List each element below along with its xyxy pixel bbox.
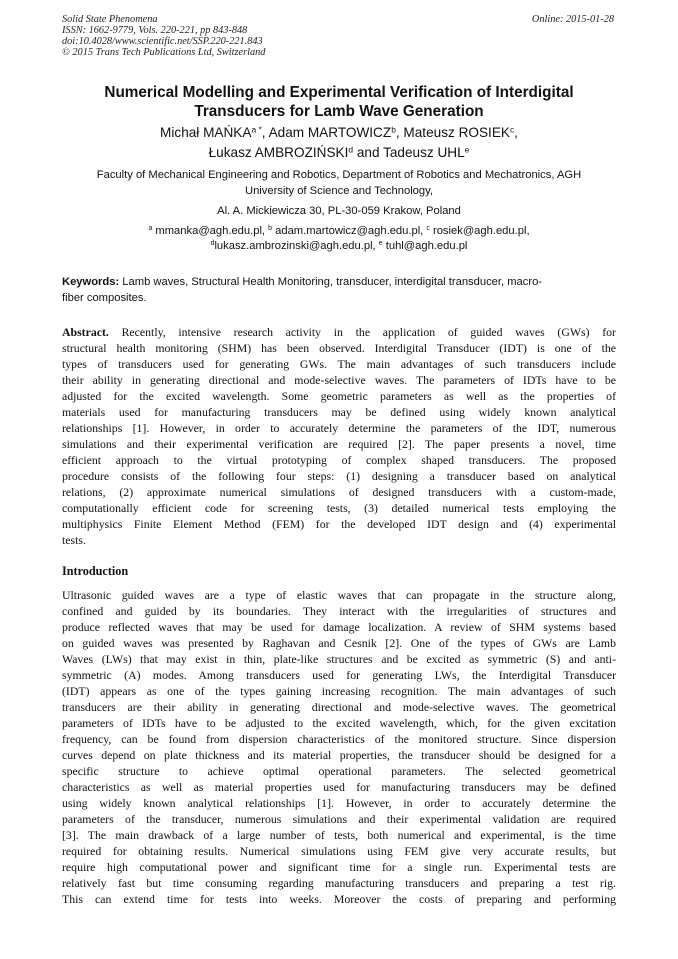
email-link[interactable]: mmanka@agh.edu.pl, — [152, 225, 269, 237]
text-line: procedure consists of the following four steps: (1) designing a transducer based on analytical — [62, 469, 616, 483]
text-line: simulations and their experimental verification are required [2]. The paper presents a novel, time — [62, 437, 616, 451]
author-mark: c — [509, 124, 515, 135]
text-line: tests. — [62, 533, 86, 547]
author-name: Łukasz AMBROZIŃSKI — [208, 145, 349, 160]
online-date: Online: 2015-01-28 — [531, 14, 614, 25]
abstract-line — [62, 324, 616, 340]
keywords-line: fiber composites. — [62, 292, 147, 304]
section-heading-introduction: Introduction — [62, 564, 129, 578]
author-line — [62, 123, 616, 143]
email-mark: e — [378, 240, 383, 248]
author-line — [62, 143, 616, 163]
text-line: parameters of the transducer, numerous simulations and their experimental validation are required — [62, 812, 616, 826]
email-mark: c — [426, 225, 430, 233]
text-line: symmetric (A) modes. Among transducers used for generating LWs, the Interdigital Transducer — [62, 668, 616, 682]
text-line: require high computational power and significant time for a single run. Experimental tests are — [62, 860, 616, 874]
email-list — [62, 224, 616, 254]
author-mark: d — [348, 144, 354, 155]
keywords-label: Keywords: — [62, 276, 120, 288]
title-line: Transducers for Lamb Wave Generation — [194, 103, 484, 120]
text-line: (IDT) appears as one of the types gaining increasing recognition. The main advantages of such — [62, 684, 616, 698]
email-line — [62, 224, 616, 239]
text-line: Ultrasonic guided waves are a type of elastic waves that can propagate in the structure along, — [62, 588, 616, 602]
text-line: frequency, can be found from dispersion characteristics of the monitored structure. Since dispersion — [62, 732, 616, 746]
title-line: Numerical Modelling and Experimental Verification of Interdigital — [104, 84, 574, 101]
text-line: relatively fast but time consuming regarding manufacturing transducers and preparing a test rig. — [62, 876, 616, 890]
author-sep: , — [514, 125, 518, 140]
text-line: confined and guided by its boundaries. They interact with the irregularities of structures and — [62, 604, 616, 618]
affiliation-line: University of Science and Technology, — [244, 185, 433, 197]
text-line: materials used for manufacturing transducers may be defined using widely known analytical — [62, 405, 616, 419]
text-line: Waves (LWs) that may exist in thin, plate-like structures and be excited as symmetric (S) and anti- — [62, 652, 616, 666]
affiliation — [62, 167, 616, 199]
text-line: their ability in generating directional and mode-selective waves. The parameters of IDTs have to be — [62, 373, 616, 387]
author-list — [62, 123, 616, 163]
text-line: using widely known analytical relationships [1]. However, in order to accurately determine the — [62, 796, 616, 810]
journal-name: Solid State Phenomena — [62, 14, 158, 25]
text-line: curves depend on plate thickness and its material properties, the transducer should be designed for a — [62, 748, 616, 762]
text-line: adjusted for the excited wavelength. Some geometric parameters as well as the properties of — [62, 389, 616, 403]
keywords-text: Lamb waves, Structural Health Monitoring, transducer, interdigital transducer, macro- — [119, 276, 543, 288]
journal-copyright: © 2015 Trans Tech Publications Ltd, Switzerland — [62, 47, 266, 58]
keywords-line — [62, 274, 616, 290]
author-mark: e — [464, 144, 470, 155]
text-line: transducers are their ability in generating directional and mode-selective waves. The geometrical — [62, 700, 616, 714]
author-name: Michał MAŃKA — [160, 125, 252, 140]
text-line: multiphysics Finite Element Method (FEM) for the developed IDT design and (4) experimental — [62, 517, 616, 531]
affiliation-line: Faculty of Mechanical Engineering and Robotics, Department of Robotics and Mechatronics, AGH — [96, 169, 582, 181]
abstract-text: Recently, intensive research activity in the application of guided waves (GWs) for — [108, 325, 616, 339]
email-line — [62, 239, 616, 254]
abstract-section — [62, 324, 616, 548]
abstract-label: Abstract. — [62, 325, 109, 339]
paper-title — [62, 83, 616, 121]
author-mark: b — [391, 124, 396, 135]
text-line: parameters of IDTs have to be adjusted to the excited wavelength, which, for the given excitation — [62, 716, 616, 730]
text-line: relationships [1]. However, in order to accurately determine the parameters of the IDT, numerous — [62, 421, 616, 435]
text-line: required for obtaining results. Numerical simulations using FEM give very accurate results, but — [62, 844, 616, 858]
email-link[interactable]: tuhl@agh.edu.pl — [382, 240, 468, 252]
text-line: structural health monitoring (SHM) has been observed. Interdigital Transducer (IDT) is one of the — [62, 341, 616, 355]
text-line: This can extend time for tests into weeks. Moreover the costs of preparing and performing — [62, 892, 616, 906]
author-name: and Tadeusz UHL — [353, 145, 465, 160]
journal-doi: doi:10.4028/www.scientific.net/SSP.220-221.843 — [62, 36, 263, 47]
text-line: specific structure to achieve optimal operational parameters. The selected geometrical — [62, 764, 616, 778]
author-mark: a * — [251, 124, 262, 135]
text-line: produce reflected waves that may be used for damage localization. A review of SHM systems based — [62, 620, 616, 634]
email-mark: a — [148, 225, 153, 233]
text-line: computationally efficient code for screening tests, (3) detailed numerical tests employing the — [62, 501, 616, 515]
journal-info — [62, 14, 265, 58]
keywords-section — [62, 274, 616, 306]
abstract-body — [62, 340, 616, 548]
author-name: , Adam MARTOWICZ — [261, 125, 392, 140]
text-line: characteristics as well as material properties used for manufacturing transducers may be defined — [62, 780, 616, 794]
email-link[interactable]: rosiek@agh.edu.pl, — [429, 225, 530, 237]
journal-issn: ISSN: 1662-9779, Vols. 220-221, pp 843-848 — [62, 25, 248, 36]
author-name: , Mateusz ROSIEK — [395, 125, 510, 140]
affiliation-address: Al. A. Mickiewicza 30, PL-30-059 Krakow, Poland — [217, 205, 461, 217]
email-link[interactable]: adam.martowicz@agh.edu.pl, — [272, 225, 427, 237]
introduction-body — [62, 587, 616, 907]
text-line: types of transducers used for generating GWs. The main advantages of such transducers include — [62, 357, 616, 371]
text-line: efficient approach to the virtual prototyping of complex shaped transducers. The proposed — [62, 453, 616, 467]
text-line: relations, (2) approximate numerical simulations of designed transducers with a custom-made, — [62, 485, 616, 499]
email-mark: d — [210, 240, 215, 248]
email-mark: b — [268, 225, 273, 233]
email-link[interactable]: lukasz.ambrozinski@agh.edu.pl, — [214, 240, 379, 252]
text-line: on guided waves was presented by Raghavan and Cesnik [2]. One of the types of GWs are Lamb — [62, 636, 616, 650]
text-line: [3]. The main drawback of a large number of tests, both numerical and experimental, is the time — [62, 828, 616, 842]
